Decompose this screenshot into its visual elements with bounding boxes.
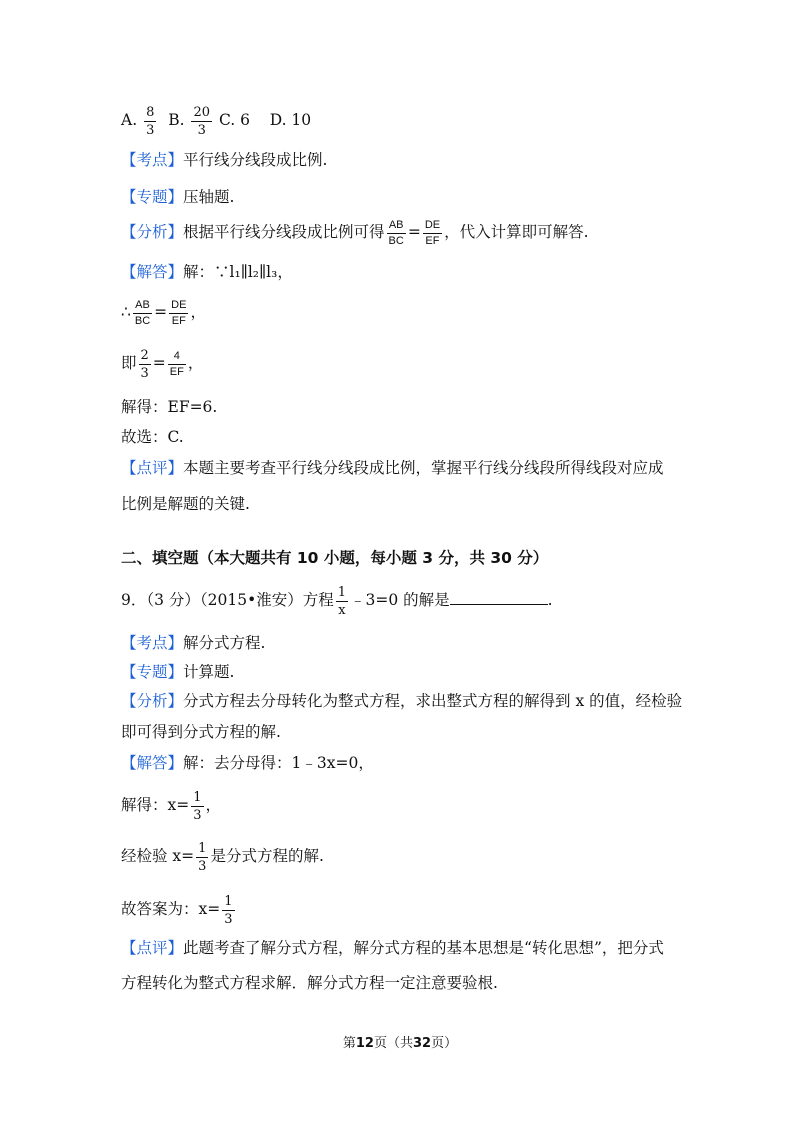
page-footer: 第12页（共32页） xyxy=(342,1036,458,1051)
fraction-1-3: $\frac{1}{3}$ xyxy=(193,789,202,823)
q8-fenxi: 【分析】根据平行线分线段成比例可得 $\frac{AB}{BC}$ = $\frac{DE}{EF}$ ，代入计算即可解答. xyxy=(121,218,589,247)
q8-jieda: 【解答】解：∵l₁∥l₂∥l₃， xyxy=(121,263,293,281)
q9-question: 9．（3 分）（2015•淮安）方程 $\frac{1}{x}$ ﹣3=0 的解是 . xyxy=(121,584,553,618)
option-a-fraction: $\frac{8}{3}$ xyxy=(146,104,155,138)
q8-step3: 解得：EF=6. xyxy=(121,398,218,416)
fraction-1-x: $\frac{1}{x}$ xyxy=(337,584,347,618)
fraction-2-3: $\frac{2}{3}$ xyxy=(140,347,149,381)
section-title: 二、填空题（本大题共有 10 小题，每小题 3 分，共 30 分） xyxy=(121,549,549,567)
option-b-fraction: $\frac{20}{3}$ xyxy=(193,104,211,138)
q9-jieda: 【解答】解：去分母得：1﹣3x=0， xyxy=(121,754,374,772)
q9-dianping-cont: 方程转化为整式方程求解．解分式方程一定注意要验根. xyxy=(121,974,498,992)
q9-step3: 故答案为：x= $\frac{1}{3}$ xyxy=(121,893,233,927)
q8-dianping: 【点评】本题主要考查平行线分线段成比例，掌握平行线分线段所得线段对应成 xyxy=(121,459,664,477)
option-d: D. 10 xyxy=(269,111,312,129)
q9-kaodian: 【考点】解分式方程. xyxy=(121,634,266,652)
total-pages: 32 xyxy=(413,1036,432,1051)
fraction-ab-bc: $\frac{AB}{BC}$ xyxy=(388,218,404,247)
answer-blank xyxy=(450,588,548,605)
q8-kaodian: 【考点】平行线分线段成比例. xyxy=(121,151,328,169)
q9-fenxi: 【分析】分式方程去分母转化为整式方程，求出整式方程的解得到 x 的值，经检验 xyxy=(121,692,683,710)
q8-step4: 故选：C. xyxy=(121,428,184,446)
option-b-label: B. xyxy=(168,111,185,129)
page-number: 12 xyxy=(355,1036,374,1051)
q8-step2: 即 $\frac{2}{3}$ = $\frac{4}{EF}$ ， xyxy=(121,347,204,381)
q8-zhuanti: 【专题】压轴题. xyxy=(121,188,235,206)
fraction-de-ef: $\frac{DE}{EF}$ xyxy=(424,218,441,247)
q9-step1: 解得：x= $\frac{1}{3}$ ， xyxy=(121,789,222,823)
q8-dianping-cont: 比例是解题的关键. xyxy=(121,495,250,513)
fraction-ab-bc: $\frac{AB}{BC}$ xyxy=(134,298,151,327)
q8-step1: ∴ $\frac{AB}{BC}$ = $\frac{DE}{EF}$ ， xyxy=(121,298,206,327)
fraction-1-3: $\frac{1}{3}$ xyxy=(224,893,233,927)
q9-zhuanti: 【专题】计算题. xyxy=(121,663,235,681)
q8-options xyxy=(121,100,311,140)
q9-step2: 经检验 x= $\frac{1}{3}$ 是分式方程的解. xyxy=(121,840,324,874)
option-a-label: A. xyxy=(121,111,138,129)
fraction-4-ef: $\frac{4}{EF}$ xyxy=(169,349,184,378)
q9-dianping: 【点评】此题考查了解分式方程，解分式方程的基本思想是“转化思想”，把分式 xyxy=(121,939,664,957)
q9-fenxi-cont: 即可得到分式方程的解. xyxy=(121,723,281,741)
fraction-de-ef: $\frac{DE}{EF}$ xyxy=(171,298,187,327)
option-c: C. 6 xyxy=(218,111,250,129)
fraction-1-3: $\frac{1}{3}$ xyxy=(198,840,207,874)
